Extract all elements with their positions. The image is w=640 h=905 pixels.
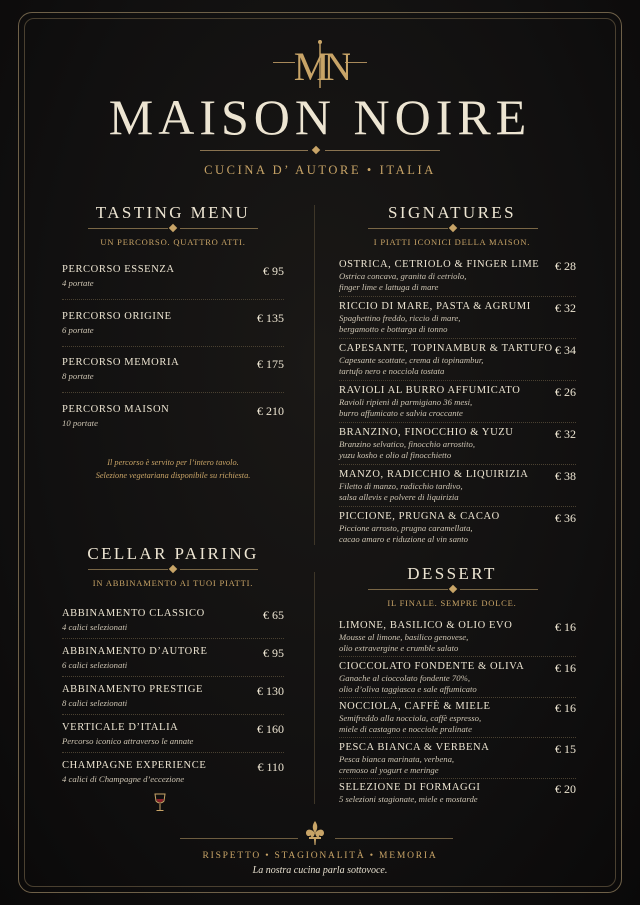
signature-item-description [339,481,576,503]
signature-item-separator [339,296,576,297]
dessert-rule-left [368,589,448,590]
signature-item-description [339,439,576,461]
tasting-item-description: 6 portate [62,324,94,335]
signature-item-name: CAPESANTE, TOPINAMBUR & TARTUFO [339,343,553,354]
footer-quote: La nostra cucina parla sottovoce. [252,865,388,876]
dessert-item-description-line-2: olio extravergine e crumble salato [339,643,459,653]
signature-item-name: PICCIONE, PRUGNA & CACAO [339,511,500,522]
signature-item-name: OSTRICA, CETRIOLO & FINGER LIME [339,259,540,270]
signature-item-description-line-2: burro affumicato e salvia croccante [339,408,463,418]
cellar-item-description: 4 calici selezionati [62,622,128,632]
cellar-item-separator [62,676,284,677]
tasting-item-name: PERCORSO ORIGINE [62,310,172,322]
tagline: CUCINA D’ AUTORE • ITALIA [204,163,436,177]
signature-item-separator [339,422,576,423]
cellar-item-separator [62,752,284,753]
signature-item-description-line-1: Spaghettino freddo, riccio di mare, [339,313,461,323]
signature-item-name: RICCIO DI MARE, PASTA & AGRUMI [339,301,531,312]
dessert-item-description [339,794,576,805]
cellar-item-separator [62,638,284,639]
cellar-item [62,608,284,633]
signature-item-price: € 28 [555,259,576,273]
dessert-item [339,661,576,695]
dessert-item-description-line-2: cremoso al yogurt e meringe [339,764,439,775]
dessert-item-description [339,713,576,735]
signature-item-description-line-2: salsa allevis e polvere di liquirizia [339,492,459,502]
monogram-mark [290,38,350,90]
tasting-item-price: € 210 [257,403,284,418]
cellar-item-name: CHAMPAGNE EXPERIENCE [62,760,207,771]
signature-item [339,259,576,293]
cellar-title: CELLAR PAIRING [87,544,259,563]
tasting-item-separator [62,299,284,300]
signature-item [339,511,576,545]
tasting-item [62,311,284,336]
footer-rule-right [335,838,453,839]
signatures-rule-right [460,228,538,229]
cellar-item [62,646,284,671]
cellar-item-price: € 95 [263,646,284,660]
cellar-item-description: 4 calici di Champagne d’eccezione [62,774,185,784]
tasting-item [62,404,284,429]
dessert-item-description-line-2: miele di castagno e nocciole pralinate [339,724,472,734]
tasting-item-separator [62,392,284,393]
tasting-rule-right [180,228,258,229]
wine-glass-icon [153,793,167,817]
cellar-item-description: 8 calici selezionati [62,698,128,708]
tasting-item-price: € 175 [257,357,284,371]
signature-item-price: € 32 [555,301,576,315]
signature-item-name: RAVIOLI AL BURRO AFFUMICATO [339,385,521,396]
tasting-note [60,456,286,482]
signature-item-separator [339,464,576,465]
tasting-item [62,264,284,289]
dessert-item-name: NOCCIOLA, CAFFÈ & MIELE [339,701,491,712]
cellar-item-description: Percorso iconico attraverso le annate [62,736,194,746]
tasting-note-line-1: Il percorso è servito per l’intero tavolo. [107,458,239,467]
dessert-item-separator [339,656,576,657]
fleur-de-lis-icon [304,820,326,850]
signature-item-description-line-2: tartufo nero e nocciola tostata [339,366,445,376]
dessert-item-description-line-1: Pesca bianca marinata, verbena, [339,753,455,764]
signature-item-separator [339,506,576,507]
signature-item-price: € 32 [555,427,576,441]
signature-item-separator [339,338,576,339]
dessert-subtitle: IL FINALE. SEMPRE DOLCE. [387,598,517,608]
signature-item [339,469,576,503]
signatures-title: SIGNATURES [388,203,516,222]
dessert-item-price: € 16 [555,660,576,675]
dessert-item-description [339,632,576,654]
signature-item-description-line-2: cacao amaro e riduzione al vin santo [339,534,469,544]
column-divider-top [314,205,315,545]
signature-item [339,385,576,419]
brand-rule-left [200,150,308,151]
signature-item-description [339,523,576,545]
signatures-rule-left [368,228,448,229]
signature-item-name: MANZO, RADICCHIO & LIQUIRIZIA [339,469,529,480]
brand-name: MAISON NOIRE [108,89,532,145]
signature-item [339,343,576,377]
signature-item-description-line-1: Ostrica concava, granita di cetriolo, [339,271,467,281]
dessert-item-name: LIMONE, BASILICO & OLIO EVO [339,620,513,631]
signature-item-description [339,313,576,335]
dessert-item [339,782,576,805]
tasting-item-name: PERCORSO MEMORIA [62,357,180,368]
dessert-item-separator [339,697,576,698]
dessert-item-description-line-1: Mousse al limone, basilico genovese, [339,632,469,642]
dessert-item-name: SELEZIONE DI FORMAGGI [339,782,481,793]
cellar-item-price: € 130 [257,684,284,698]
cellar-item-name: VERTICALE D’ITALIA [62,722,179,733]
dessert-item-description [339,754,576,776]
dessert-item-price: € 20 [555,782,576,796]
signatures-subtitle: I PIATTI ICONICI DELLA MAISON. [373,237,531,247]
signature-item-description-line-1: Filetto di manzo, radicchio tardivo, [339,481,463,491]
tasting-title: TASTING MENU [95,203,251,222]
tasting-item-separator [62,346,284,347]
signature-item-description [339,355,576,377]
dessert-item-description-line-1: Semifreddo alla nocciola, caffè espresso, [339,713,482,723]
column-divider-bottom [314,572,315,804]
cellar-item-name: ABBINAMENTO D’AUTORE [62,646,208,657]
tasting-item-name: PERCORSO MAISON [62,403,170,415]
tasting-item-description: 4 portate [62,278,94,288]
cellar-item-separator [62,714,284,715]
cellar-item-price: € 110 [257,760,284,774]
dessert-item-description-line-1: Ganache al cioccolato fondente 70%, [339,672,470,683]
dessert-item-name: CIOCCOLATO FONDENTE & OLIVA [339,660,525,672]
cellar-item [62,684,284,709]
signature-item-description-line-2: bergamotto e bottarga di tonno [339,324,448,334]
cellar-item-name: ABBINAMENTO PRESTIGE [62,684,204,695]
signature-item-name: BRANZINO, FINOCCHIO & YUZU [339,427,514,438]
cellar-item-price: € 160 [257,722,284,736]
cellar-item-price: € 65 [263,608,284,622]
dessert-item [339,620,576,654]
signature-item-description-line-1: Capesante scottate, crema di topinambur, [339,355,484,365]
dessert-rule-right [460,589,538,590]
tasting-item-price: € 135 [257,310,284,325]
signature-item-separator [339,380,576,381]
footer-rule-left [180,838,298,839]
signature-item-description-line-2: finger lime e lattuga di mare [339,282,439,292]
cellar-item [62,760,284,785]
dessert-item-price: € 15 [555,741,576,756]
monogram-logo [0,38,640,94]
svg-text:MN: MN [293,44,347,89]
dessert-item-description-line-2: olio d’oliva taggiasca e sale affumicato [339,683,477,694]
signature-item-description-line-2: yuzu kosho e olio al finocchietto [339,450,452,460]
signature-item [339,427,576,461]
signature-item-description-line-1: Ravioli ripieni di parmigiano 36 mesi, [339,397,473,407]
dessert-title: DESSERT [407,564,497,583]
signature-item-price: € 34 [555,343,576,357]
tasting-rule-left [88,228,168,229]
dessert-item [339,701,576,735]
tasting-item-name: PERCORSO ESSENZA [62,264,175,275]
tasting-item-price: € 95 [263,264,284,278]
brand-rule-right [325,150,440,151]
signature-item [339,301,576,335]
dessert-item-price: € 16 [555,701,576,715]
tasting-note-line-2: Selezione vegetariana disponibile su richiesta. [95,471,251,480]
dessert-item-separator [339,737,576,738]
cellar-rule-left [88,569,168,570]
signature-item-price: € 36 [555,511,576,525]
cellar-item [62,722,284,747]
tasting-subtitle: UN PERCORSO. QUATTRO ATTI. [100,237,246,247]
dessert-item-description [339,673,576,695]
tasting-item [62,357,284,382]
footer-motto: RISPETTO • STAGIONALITÀ • MEMORIA [202,851,438,861]
dessert-item-description-line-1: 5 selezioni stagionate, miele e mostarde [339,794,478,804]
signature-item-description-line-1: Piccione arrosto, prugna caramellata, [339,523,473,533]
signature-item-description [339,271,576,293]
cellar-rule-right [180,569,258,570]
cellar-subtitle: IN ABBINAMENTO AI TUOI PIATTI. [92,578,254,588]
tasting-item-description: 10 portate [62,417,98,428]
signature-item-price: € 26 [555,385,576,399]
cellar-item-name: ABBINAMENTO CLASSICO [62,608,205,619]
signature-item-price: € 38 [555,469,576,483]
signature-item-description [339,397,576,419]
cellar-item-description: 6 calici selezionati [62,660,128,670]
dessert-item-price: € 16 [555,620,576,634]
dessert-item-name: PESCA BIANCA & VERBENA [339,741,490,753]
tasting-item-description: 8 portate [62,371,94,381]
dessert-item [339,742,576,776]
dessert-item-separator [339,778,576,779]
signature-item-description-line-1: Branzino selvatico, finocchio arrostito, [339,439,476,449]
